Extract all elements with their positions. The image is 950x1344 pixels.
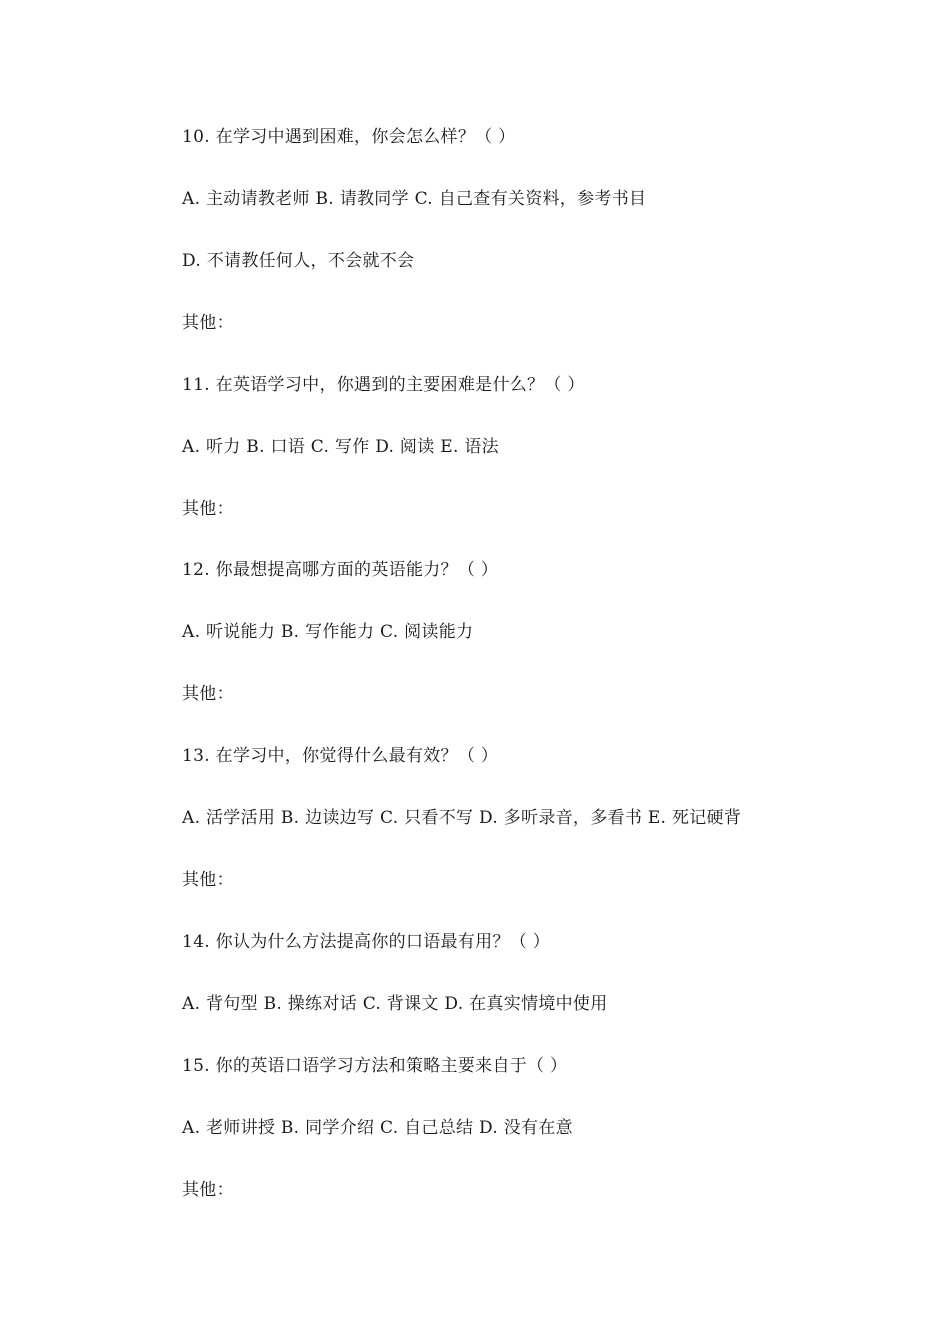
question-13: 13. 在学习中，你觉得什么最有效？（ ） xyxy=(182,746,499,766)
question-10-option-d: D. 不请教任何人，不会就不会 xyxy=(182,251,415,271)
question-12: 12. 你最想提高哪方面的英语能力？（ ） xyxy=(182,560,499,580)
question-13-other: 其他： xyxy=(182,870,234,890)
question-15: 15. 你的英语口语学习方法和策略主要来自于（ ） xyxy=(182,1056,568,1076)
question-15-other: 其他： xyxy=(182,1180,234,1200)
question-13-options: A. 活学活用 B. 边读边写 C. 只看不写 D. 多听录音，多看书 E. 死记硬背 xyxy=(182,808,742,828)
question-11-options: A. 听力 B. 口语 C. 写作 D. 阅读 E. 语法 xyxy=(182,437,499,457)
question-14-options: A. 背句型 B. 操练对话 C. 背课文 D. 在真实情境中使用 xyxy=(182,994,608,1014)
question-11: 11. 在英语学习中，你遇到的主要困难是什么？（ ） xyxy=(182,375,585,395)
question-12-other: 其他： xyxy=(182,684,234,704)
question-10-options-abc: A. 主动请教老师 B. 请教同学 C. 自己查有关资料，参考书目 xyxy=(182,189,647,209)
question-15-options: A. 老师讲授 B. 同学介绍 C. 自己总结 D. 没有在意 xyxy=(182,1118,573,1138)
question-14: 14. 你认为什么方法提高你的口语最有用？（ ） xyxy=(182,932,551,952)
question-11-other: 其他： xyxy=(182,499,234,519)
question-10: 10. 在学习中遇到困难，你会怎么样？（ ） xyxy=(182,127,516,147)
question-10-other: 其他： xyxy=(182,313,234,333)
question-12-options: A. 听说能力 B. 写作能力 C. 阅读能力 xyxy=(182,622,474,642)
